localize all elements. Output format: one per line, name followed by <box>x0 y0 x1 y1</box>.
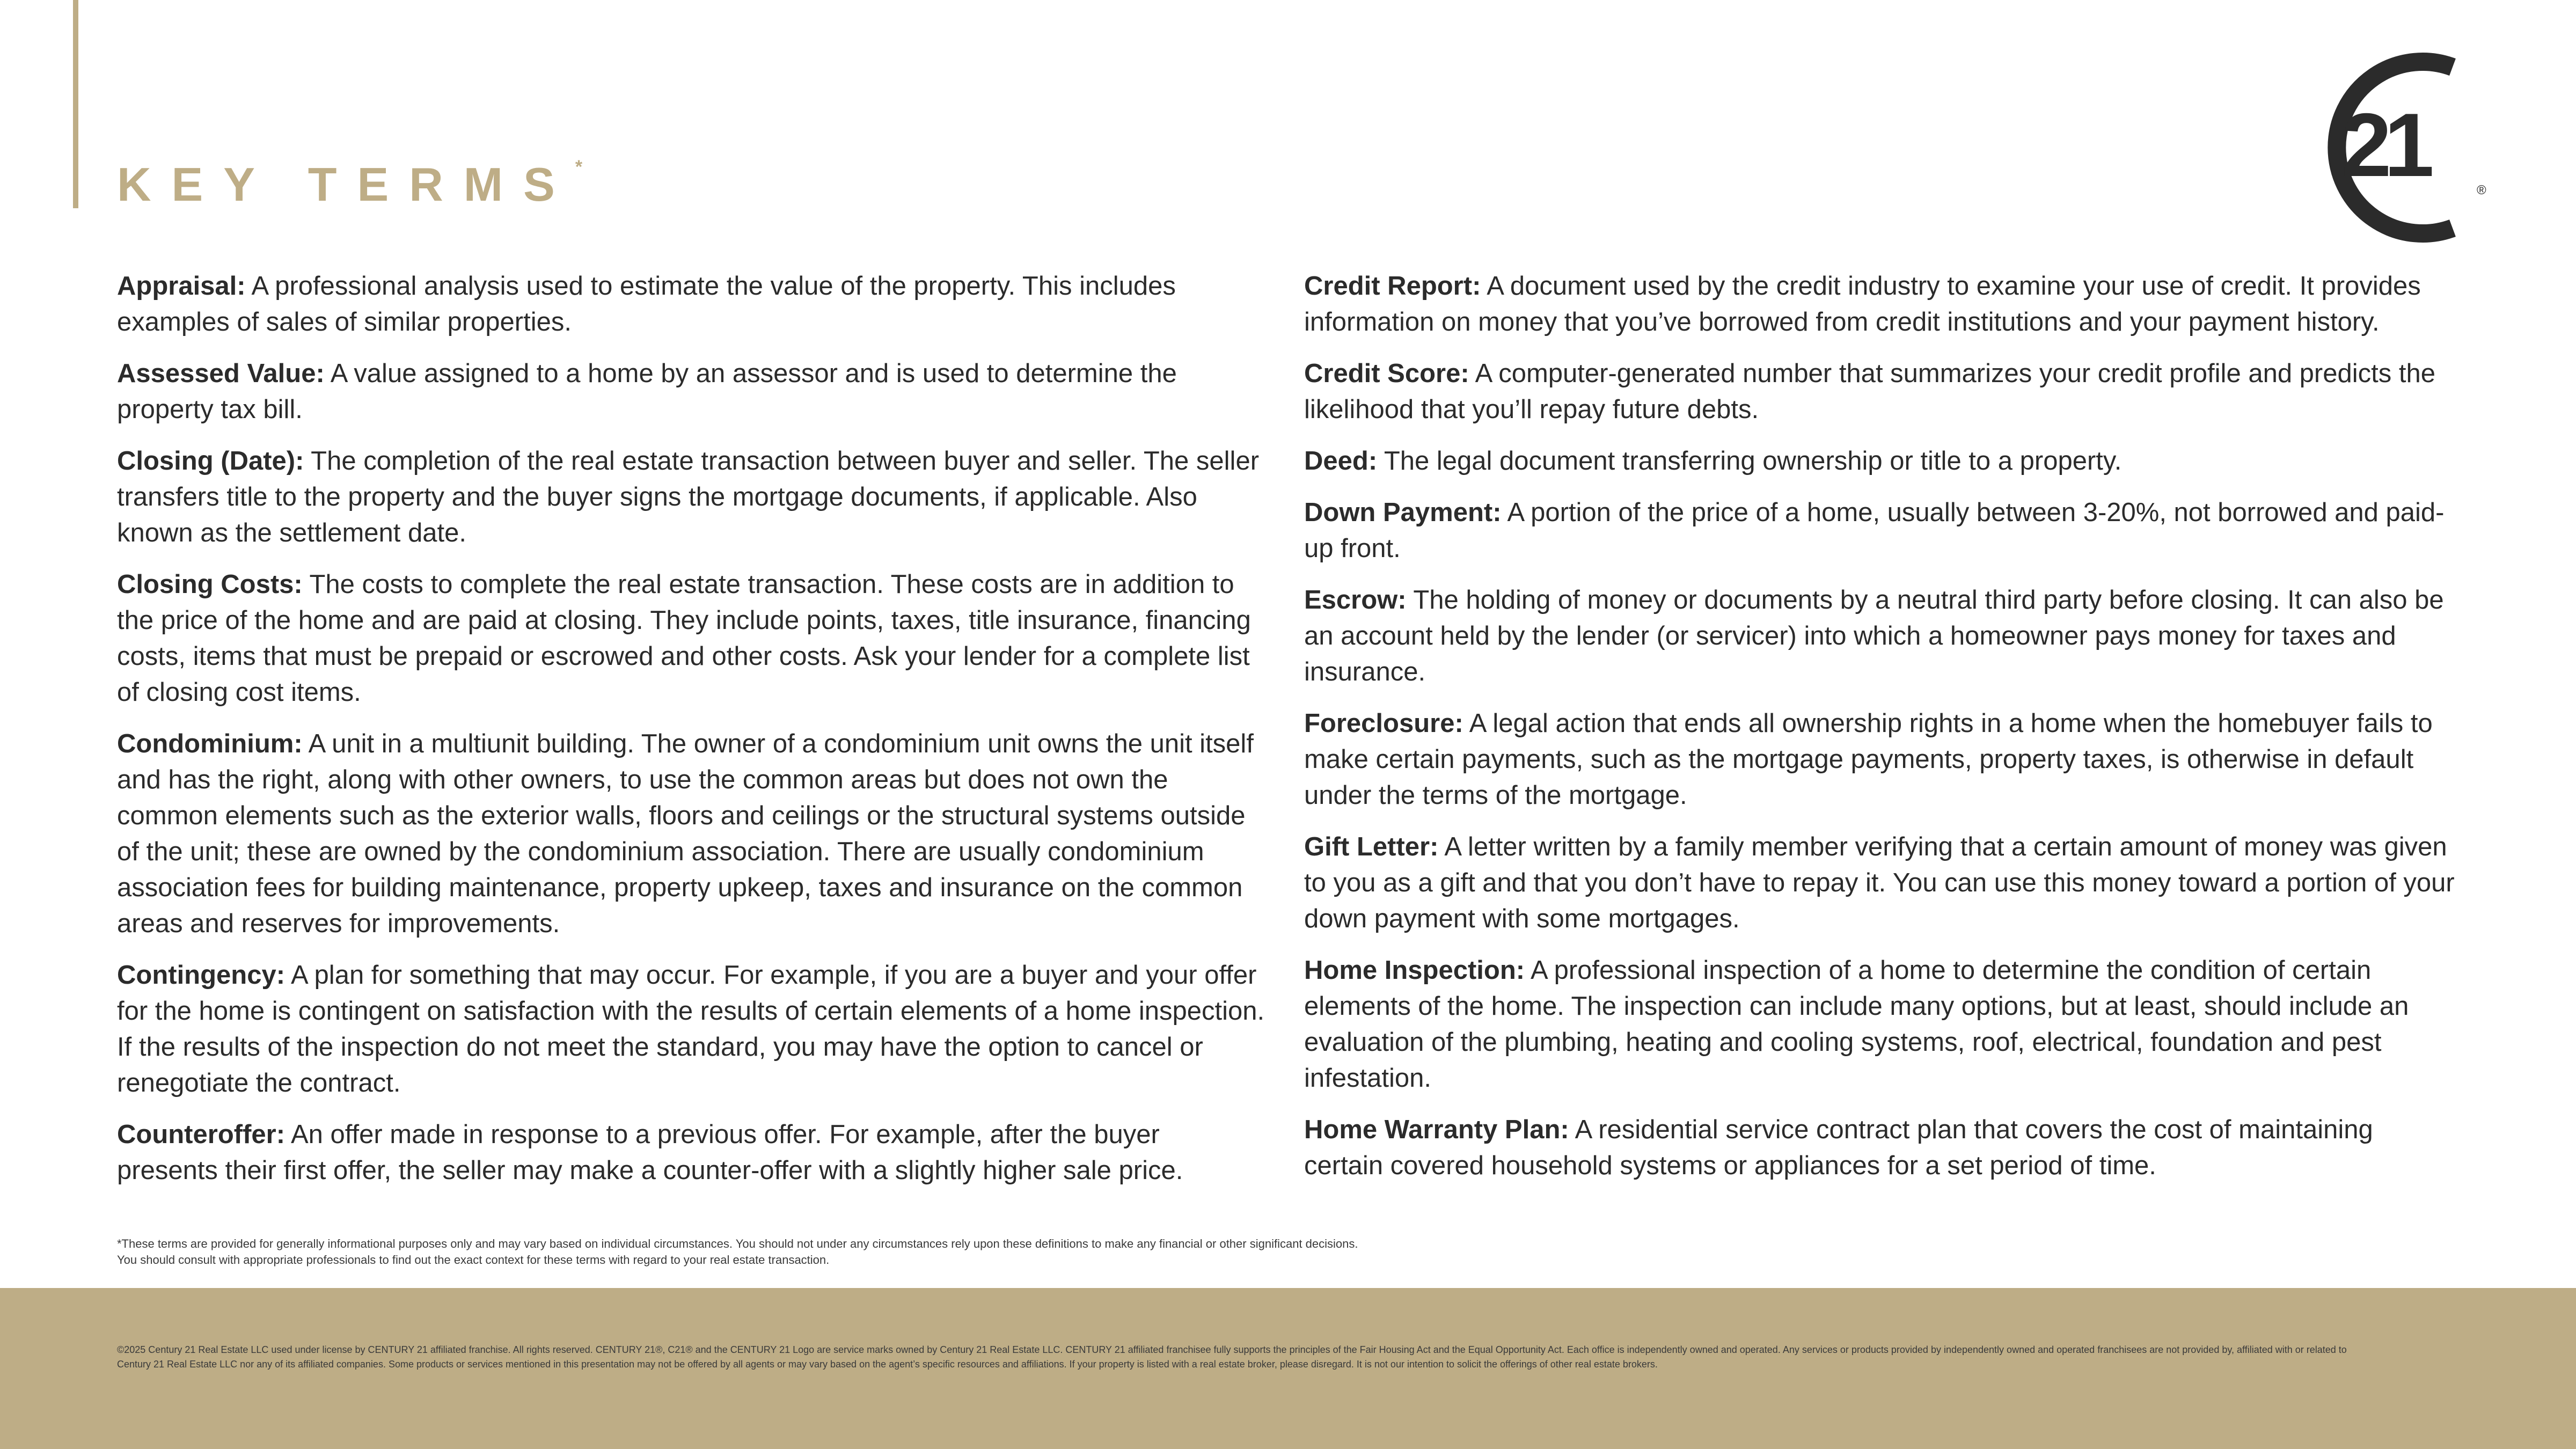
logo-registered-mark: ® <box>2477 183 2486 197</box>
term-definition: A unit in a multiunit building. The owner of a condominium unit owns the unit itself and has the right, along with other owners, to use the common areas but does not own the common elements such as the exterior walls, floors and ceilings or the structural systems outside of the unit; these are owned by the condominium association. There are usually condominium association fees for building maintenance, property upkeep, taxes and insurance on the common areas and reserves for improvements. <box>117 729 1254 938</box>
term-name: Escrow: <box>1304 586 1407 614</box>
term-closing-date <box>117 443 1265 551</box>
term-definition: A value assigned to a home by an assessor and is used to determine the property tax bill. <box>117 359 1177 424</box>
term-definition: A letter written by a family member verifying that a certain amount of money was given to you as a gift and that you don’t have to repay it. You can use this money toward a portion of your down payment with some mortgages. <box>1304 832 2455 933</box>
term-name: Closing (Date): <box>117 447 304 475</box>
term-definition: A portion of the price of a home, usually between 3-20%, not borrowed and paid-up front. <box>1304 498 2445 563</box>
term-name: Home Inspection: <box>1304 956 1525 985</box>
term-definition: A residential service contract plan that covers the cost of maintaining certain covered household systems or appliances for a set period of time. <box>1304 1115 2373 1180</box>
page-title-text: KEY TERMS <box>117 158 575 211</box>
term-definition: The completion of the real estate transaction between buyer and seller. The seller transfers title to the property and the buyer signs the mortgage documents, if applicable. Also known as the settlement date. <box>117 447 1260 547</box>
term-name: Deed: <box>1304 447 1378 475</box>
logo-21-text: 21 <box>2341 94 2427 195</box>
terms-disclaimer <box>117 1236 1834 1268</box>
term-home-warranty-plan <box>1304 1112 2458 1184</box>
term-name: Appraisal: <box>117 272 246 301</box>
term-name: Home Warranty Plan: <box>1304 1115 1569 1144</box>
century21-logo <box>2316 43 2493 252</box>
term-definition: A professional analysis used to estimate the value of the property. This includes examples of sales of similar properties. <box>117 272 1176 336</box>
term-deed <box>1304 443 2458 479</box>
term-definition: A document used by the credit industry to examine your use of credit. It provides information on money that you’ve borrowed from credit institutions and your payment history. <box>1304 272 2421 336</box>
title-asterisk: * <box>575 157 583 177</box>
term-name: Credit Report: <box>1304 272 1481 301</box>
term-definition: A computer-generated number that summarizes your credit profile and predicts the likelihood that you’ll repay future debts. <box>1304 359 2435 424</box>
term-escrow <box>1304 582 2458 690</box>
term-appraisal <box>117 268 1265 340</box>
term-name: Assessed Value: <box>117 359 325 388</box>
page-title <box>117 157 583 211</box>
term-credit-score <box>1304 356 2458 428</box>
term-name: Foreclosure: <box>1304 709 1463 738</box>
term-definition: The legal document transferring ownership or title to a property. <box>1377 447 2122 475</box>
term-home-inspection <box>1304 953 2458 1096</box>
term-name: Counteroffer: <box>117 1120 286 1149</box>
term-foreclosure <box>1304 706 2458 814</box>
term-name: Contingency: <box>117 961 286 990</box>
term-name: Closing Costs: <box>117 570 303 599</box>
term-name: Credit Score: <box>1304 359 1469 388</box>
term-down-payment <box>1304 495 2458 567</box>
term-definition: An offer made in response to a previous offer. For example, after the buyer presents their first offer, the seller may make a counter-offer with a slightly higher sale price. <box>117 1120 1183 1185</box>
term-contingency <box>117 957 1265 1101</box>
disclaimer-line-2: You should consult with appropriate professionals to find out the exact context for these terms with regard to your real estate transaction. <box>117 1253 830 1267</box>
terms-column-right <box>1304 268 2458 1199</box>
term-condominium <box>117 726 1265 942</box>
term-name: Down Payment: <box>1304 498 1502 527</box>
term-credit-report <box>1304 268 2458 340</box>
term-definition: The costs to complete the real estate transaction. These costs are in addition to the price of the home and are paid at closing. They include points, taxes, title insurance, financing costs, items that must be prepaid or escrowed and other costs. Ask your lender for a complete list of closing cost items. <box>117 570 1251 707</box>
accent-bar <box>73 0 78 208</box>
term-closing-costs <box>117 567 1265 711</box>
term-definition: A legal action that ends all ownership rights in a home when the homebuyer fails to make certain payments, such as the mortgage payments, property taxes, is otherwise in default under the terms of the mortgage. <box>1304 709 2433 810</box>
term-gift-letter <box>1304 829 2458 937</box>
disclaimer-line-1: *These terms are provided for generally informational purposes only and may vary based on individual circumstances. You should not under any circumstances rely upon these definitions to make any financial or other significant decisions. <box>117 1237 1358 1250</box>
term-name: Condominium: <box>117 729 303 758</box>
term-definition: A professional inspection of a home to determine the condition of certain elements of the home. The inspection can include many options, but at least, should include an evaluation of the plumbing, heating and cooling systems, roof, electrical, foundation and pest infestation. <box>1304 956 2409 1093</box>
term-definition: A plan for something that may occur. For example, if you are a buyer and your offer for the home is contingent on satisfaction with the results of certain elements of a home inspection. If the results of the inspection do not meet the standard, you may have the option to cancel or renegotiate the contract. <box>117 961 1265 1097</box>
term-assessed-value <box>117 356 1265 428</box>
term-counteroffer <box>117 1117 1265 1189</box>
legal-notice: ©2025 Century 21 Real Estate LLC used under license by CENTURY 21 affiliated franchise. All rights reserved. CENTURY 21®, C21® and the CENTURY 21 Logo are service marks owned by Century 21 Real Estate LLC. CENTURY 21 affiliated franchisee fully supports the principles of the Fair Housing Act and the Equal Opportunity Act. Each office is independently owned and operated. Any services or products provided by independently owned and operated franchisees are not provided by, affiliated with or related to Century 21 Real Estate LLC nor any of its affiliated companies. Some products or services mentioned in this presentation may not be offered by all agents or may vary based on the agent’s specific resources and affiliations. If your property is listed with a real estate broker, please disregard. It is not our intention to solicit the offerings of other real estate brokers. <box>117 1344 2347 1370</box>
term-definition: The holding of money or documents by a neutral third party before closing. It can also be an account held by the lender (or servicer) into which a homeowner pays money for taxes and insurance. <box>1304 586 2444 686</box>
term-name: Gift Letter: <box>1304 832 1439 861</box>
terms-column-left <box>117 268 1265 1204</box>
